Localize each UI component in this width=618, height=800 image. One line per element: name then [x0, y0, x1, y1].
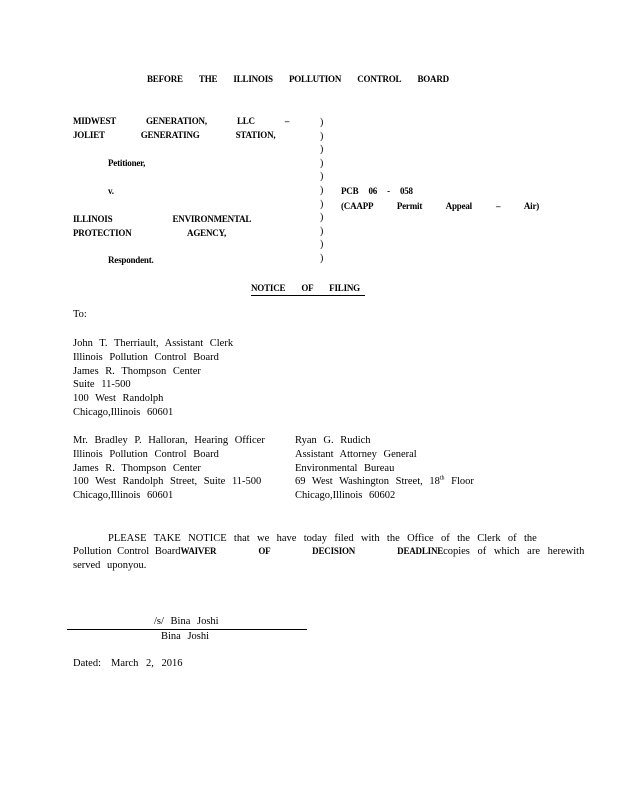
header-word: BEFORE — [147, 74, 183, 84]
recipient-name: John T. Therriault, Assistant Clerk — [73, 338, 234, 349]
notice-title: NOTICE OF FILING — [251, 283, 360, 293]
recipient-name: Ryan G. Rudich — [295, 435, 371, 446]
recipient-street: 100 West Randolph — [73, 393, 164, 405]
petitioner-name-line2: JOLIET GENERATING STATION, — [73, 130, 276, 140]
recipient-street: 100 West Randolph Street, Suite 11-500 — [73, 476, 262, 488]
respondent-name-line2: PROTECTION AGENCY, — [73, 228, 227, 238]
caption-paren: ) — [320, 130, 324, 142]
header-word: ILLINOIS — [233, 74, 273, 84]
caption-parenthesis-column — [320, 116, 323, 266]
caption-paren: ) — [320, 252, 324, 264]
case-type: (CAAPP Permit Appeal – Air) — [341, 201, 540, 211]
notice-body-line2 — [73, 546, 585, 557]
caption-paren: ) — [320, 171, 324, 183]
notice-title-underline — [251, 295, 365, 296]
notice-body-line3: served uponyou. — [73, 560, 147, 571]
caption-paren: ) — [320, 184, 324, 196]
recipient-suite: Suite 11-500 — [73, 379, 131, 391]
dated-label: Dated: — [73, 658, 101, 669]
body-text-post: copies of which are herewith — [443, 546, 585, 557]
recipient-attorney-block — [295, 434, 474, 503]
dated-value: March 2, 2016 — [111, 658, 183, 669]
recipient-city: Chicago,Illinois 60601 — [73, 490, 174, 502]
body-text-pre: Pollution Control Board — [73, 546, 181, 557]
header-word: CONTROL — [357, 74, 402, 84]
recipient-city: Chicago,Illinois 60602 — [295, 490, 396, 502]
to-label: To: — [73, 309, 87, 320]
recipient-street — [295, 475, 474, 489]
caption-paren: ) — [320, 225, 324, 237]
signature-rule — [67, 629, 307, 630]
petitioner-name-text: MIDWEST GENERATION, LLC – — [73, 116, 290, 126]
caption-paren: ) — [320, 157, 324, 169]
notice-body-line1: PLEASE TAKE NOTICE that we have today filed with the Office of the Clerk of the — [108, 533, 537, 544]
recipient-building: James R. Thompson Center — [73, 365, 201, 377]
case-number: PCB 06 - 058 — [341, 186, 413, 196]
caption-paren: ) — [320, 198, 324, 210]
petitioner-role: Petitioner, — [108, 158, 146, 168]
signature-sig-line: /s/ Bina Joshi — [154, 616, 219, 627]
header-word: THE — [198, 74, 218, 84]
respondent-name-line1: ILLINOIS ENVIRONMENTAL — [73, 214, 252, 224]
street-main: 69 West Washington Street, 18 — [295, 476, 440, 488]
recipient-org: Illinois Pollution Control Board — [73, 351, 219, 363]
versus-label: v. — [108, 186, 114, 196]
recipient-org: Illinois Pollution Control Board — [73, 448, 219, 460]
document-title-bold: WAIVER OF DECISION DEADLINE — [180, 546, 444, 556]
recipient-city: Chicago,Illinois 60601 — [73, 406, 174, 418]
caption-paren: ) — [320, 212, 324, 224]
petitioner-name-line1 — [73, 116, 290, 126]
caption-paren: ) — [320, 117, 324, 128]
recipient-title: Assistant Attorney General — [295, 448, 417, 460]
court-header — [147, 74, 449, 84]
recipient-clerk-block — [73, 337, 233, 420]
recipient-building: James R. Thompson Center — [73, 462, 201, 474]
signature-name: Bina Joshi — [161, 631, 210, 642]
header-word: POLLUTION — [288, 74, 342, 84]
caption-paren: ) — [320, 239, 324, 251]
recipient-name: Mr. Bradley P. Halloran, Hearing Officer — [73, 435, 265, 446]
street-floor: Floor — [444, 476, 474, 488]
recipient-hearing-officer-block — [73, 434, 265, 503]
recipient-bureau: Environmental Bureau — [295, 462, 395, 474]
respondent-role: Respondent. — [108, 255, 154, 265]
ordinal-suffix: th — [439, 475, 445, 482]
header-word: BOARD — [417, 74, 449, 84]
caption-paren: ) — [320, 144, 324, 156]
